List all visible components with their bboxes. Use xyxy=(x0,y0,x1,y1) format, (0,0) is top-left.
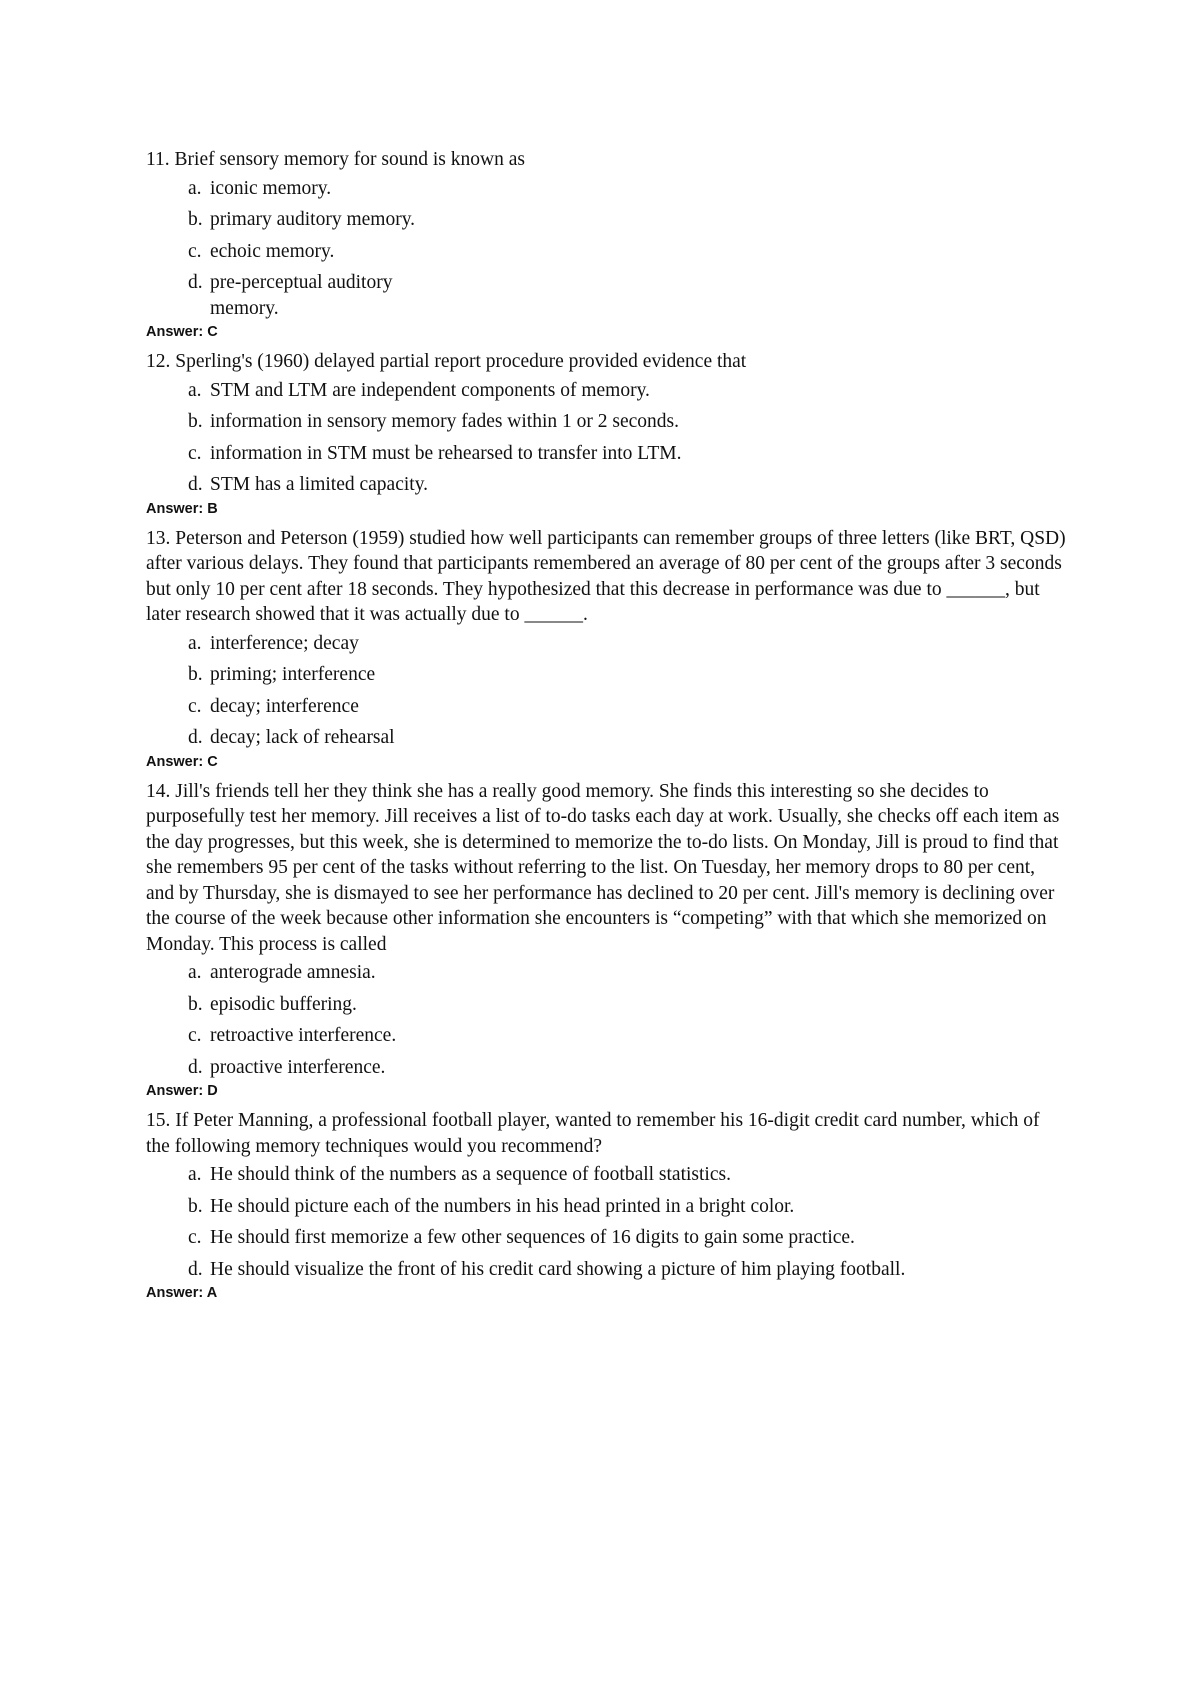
option-letter: c. xyxy=(188,695,202,717)
option-letter: b. xyxy=(188,411,203,432)
option-text: retroactive interference. xyxy=(210,1025,397,1046)
question-stem: 11. Brief sensory memory for sound is known as xyxy=(146,149,525,170)
option-text: STM has a limited capacity. xyxy=(210,474,429,495)
answer-key: Answer: B xyxy=(146,500,218,517)
option-b xyxy=(188,207,1066,233)
option-text: anterograde amnesia. xyxy=(210,962,376,983)
option-text: iconic memory. xyxy=(210,177,332,199)
question-stem: 13. Peterson and Peterson (1959) studied how well participants can remember groups of three letters (like BRT, QSD) after various delays. They found that participants remembered an average of 80 per cent of the groups after 3 seconds but only 10 per cent after 18 seconds. They hypothesized that this decrease in performance was due to ______, but later research showed that it was actually due to ______. xyxy=(146,527,1066,625)
option-letter: d. xyxy=(188,272,203,293)
option-a xyxy=(188,960,1066,986)
option-letter: b. xyxy=(188,993,203,1015)
option-text: episodic buffering. xyxy=(210,993,357,1015)
option-b xyxy=(188,662,1066,688)
question-12 xyxy=(146,349,1066,518)
question-11 xyxy=(146,147,1066,341)
option-c xyxy=(188,441,1066,467)
option-b xyxy=(188,992,1066,1018)
answer-key: Answer: C xyxy=(146,324,218,340)
option-letter: a. xyxy=(188,1164,202,1185)
option-d xyxy=(188,1257,1066,1283)
option-text: He should visualize the front of his credit card showing a picture of him playing football. xyxy=(210,1258,906,1280)
option-letter: c. xyxy=(188,1025,202,1046)
option-letter: c. xyxy=(188,1227,202,1248)
option-text: interference; decay xyxy=(210,632,359,654)
option-letter: a. xyxy=(188,632,202,654)
option-text: information in STM must be rehearsed to transfer into LTM. xyxy=(210,442,682,464)
option-letter: d. xyxy=(188,474,203,495)
option-text: proactive interference. xyxy=(210,1056,386,1078)
option-text: He should think of the numbers as a sequence of football statistics. xyxy=(210,1164,731,1185)
option-d xyxy=(188,270,1066,321)
question-15 xyxy=(146,1108,1066,1302)
option-list xyxy=(146,176,1066,322)
option-text: He should first memorize a few other sequences of 16 digits to gain some practice. xyxy=(210,1227,855,1248)
document-page xyxy=(146,147,1066,1310)
answer-key: Answer: C xyxy=(146,753,218,770)
question-stem: 14. Jill's friends tell her they think she has a really good memory. She finds this interesting so she decides to purposefully test her memory. Jill receives a list of to-do tasks each day at work. Usually, she checks off each item as the day progresses, but this week, she is determined to memorize the to-do lists. On Monday, Jill is proud to find that she remembers 95 per cent of the tasks without referring to the list. On Tuesday, her memory drops to 80 per cent, and by Thursday, she is dismayed to see her performance has declined to 20 per cent. Jill's memory is declining over the course of the week because other information she encounters is “competing” with that which she memorized on Monday. This process is called xyxy=(146,780,1060,955)
option-b xyxy=(188,409,1066,435)
option-letter: c. xyxy=(188,442,202,464)
option-list xyxy=(146,960,1066,1080)
answer-key: Answer: D xyxy=(146,1083,218,1099)
option-text: decay; interference xyxy=(210,695,359,717)
option-letter: b. xyxy=(188,209,203,230)
option-a xyxy=(188,631,1066,657)
option-a xyxy=(188,1162,1066,1188)
question-13 xyxy=(146,526,1066,771)
option-a xyxy=(188,176,1066,202)
option-list xyxy=(146,378,1066,498)
option-letter: a. xyxy=(188,177,202,199)
option-text: information in sensory memory fades within 1 or 2 seconds. xyxy=(210,411,679,432)
option-text: primary auditory memory. xyxy=(210,209,416,230)
option-list xyxy=(146,1162,1066,1282)
option-letter: b. xyxy=(188,1195,203,1217)
option-letter: d. xyxy=(188,1258,203,1280)
option-c xyxy=(188,1023,1066,1049)
question-14 xyxy=(146,779,1066,1101)
option-letter: a. xyxy=(188,962,202,983)
option-list xyxy=(146,631,1066,751)
option-letter: d. xyxy=(188,1056,203,1078)
option-text: decay; lack of rehearsal xyxy=(210,727,395,748)
option-d xyxy=(188,1055,1066,1081)
option-c xyxy=(188,1225,1066,1251)
question-stem: 15. If Peter Manning, a professional football player, wanted to remember his 16-digit credit card number, which of the following memory techniques would you recommend? xyxy=(146,1110,1040,1157)
option-letter: d. xyxy=(188,727,203,748)
option-c xyxy=(188,694,1066,720)
option-text: priming; interference xyxy=(210,664,376,685)
option-text: He should picture each of the numbers in his head printed in a bright color. xyxy=(210,1195,795,1217)
option-b xyxy=(188,1194,1066,1220)
question-stem: 12. Sperling's (1960) delayed partial report procedure provided evidence that xyxy=(146,351,747,372)
option-letter: c. xyxy=(188,240,202,262)
option-letter: b. xyxy=(188,664,203,685)
option-d xyxy=(188,472,1066,498)
option-d xyxy=(188,725,1066,751)
option-text: STM and LTM are independent components of memory. xyxy=(210,379,650,401)
option-letter: a. xyxy=(188,379,202,401)
answer-key: Answer: A xyxy=(146,1285,218,1301)
option-c xyxy=(188,239,1066,265)
option-a xyxy=(188,378,1066,404)
option-text: pre-perceptual auditory memory. xyxy=(210,272,393,319)
option-text: echoic memory. xyxy=(210,240,335,262)
